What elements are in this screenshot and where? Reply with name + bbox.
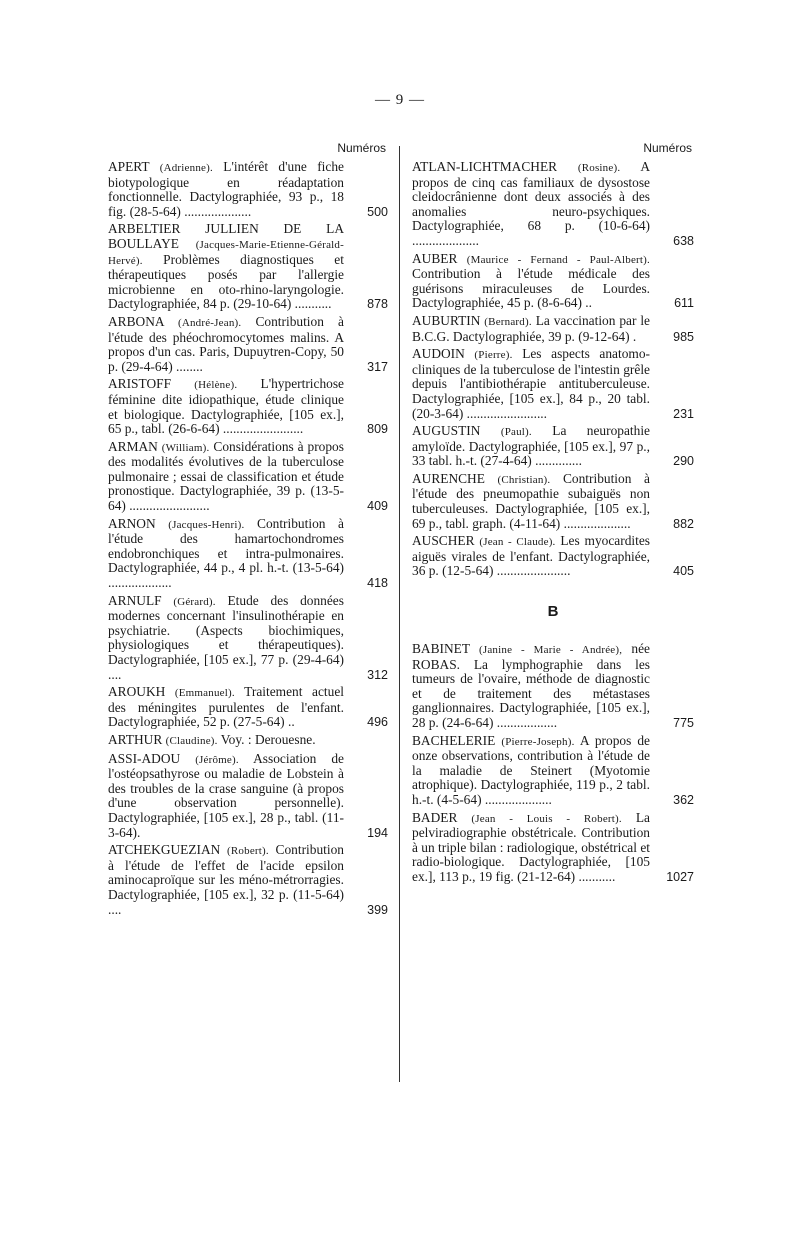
thesis-description: Contribution à l'étude des pneumopathie subaiguës non tuberculeuses. Dactylographiée, [105 ex.], 69 p., tabl. graph. (4-11-64) ....................: [412, 470, 650, 531]
entry-text: [108, 517, 354, 591]
index-entry: [108, 594, 388, 683]
entry-text: [412, 347, 660, 421]
author-given-names: (Jacques-Henri).: [168, 518, 245, 531]
index-entry: [412, 252, 694, 311]
thesis-description: Problèmes diagnostiques et thérapeutiques posés par l'allergie microbienne en oto-rhino-laryngologie. Dactylographiée, 84 p. (29-10-64) ...........: [108, 251, 344, 312]
thesis-description: Contribution à l'étude de l'effet de l'acide epsilon aminocaproïque sur les méno-métrorragies. Dactylographiée, [105 ex.], 32 p. (11-5-64) ....: [108, 842, 344, 917]
author-surname: ATLAN-LICHTMACHER: [412, 159, 558, 174]
thesis-description: née ROBAS. La lymphographie dans les tumeurs de l'ovaire, méthode de diagnostic et de traitement des métastases ganglionnaires. Dactylographiée, [105 ex.], 28 p. (24-6-64) ..................: [412, 641, 650, 730]
entry-text: [108, 160, 354, 219]
index-entry: [412, 160, 694, 249]
entry-text: [412, 424, 660, 469]
author-given-names: (Pierre).: [474, 349, 513, 362]
index-entry: [108, 685, 388, 730]
column-divider: [399, 146, 400, 1082]
author-given-names: (Bernard).: [484, 315, 532, 328]
author-surname: AROUKH: [108, 684, 166, 700]
author-given-names: (Adrienne).: [159, 162, 213, 174]
entry-text: [108, 440, 354, 514]
thesis-description: Etude des données modernes concernant l'insulinothérapie en psychiatrie. (Aspects biochimiques, physiologiques et thérapeutiques). Dactylographiée, [105 ex.], 77 p. (29-4-64) ....: [108, 592, 344, 682]
thesis-description: La vaccination par le B.C.G. Dactylographiée, 39 p. (9-12-64) .: [412, 312, 650, 344]
thesis-description: Contribution à l'étude médicale des guérisons miraculeuses de Lourdes. Dactylographiée, 45 p. (8-6-64) ..: [412, 266, 650, 311]
thesis-number: 985: [673, 329, 694, 344]
entry-text: [412, 811, 660, 885]
thesis-number: 194: [367, 825, 388, 840]
author-surname: AUDOIN: [412, 346, 465, 362]
thesis-number: 1027: [666, 869, 694, 884]
index-entry: [412, 811, 694, 885]
entry-text: [412, 534, 660, 579]
thesis-number: 405: [673, 564, 694, 579]
thesis-description: Contribution à l'étude des hamartochondromes endobronchiques et intra-pulmonaires. Dactylographiée, 44 p., 4 pl. h.-t. (13-5-64) ...................: [108, 515, 344, 591]
right-column: [412, 140, 694, 888]
entry-text: [108, 222, 354, 312]
author-surname: ASSI-ADOU: [108, 750, 181, 766]
index-entry: [108, 377, 388, 436]
author-surname: APERT: [108, 159, 150, 174]
author-given-names: (Emmanuel).: [174, 687, 235, 700]
thesis-number: 611: [674, 296, 694, 311]
author-given-names: (Pierre-Joseph).: [501, 735, 575, 748]
entry-text: [412, 642, 660, 731]
index-entry: [412, 314, 694, 344]
author-surname: ARBELTIER JULLIEN DE LA BOULLAYE: [108, 221, 344, 251]
thesis-description: Considérations à propos des modalités évolutives de la tuberculose pulmonaire ; essai de classification et étude pronostique. Dactylographiée, 39 p. (13-5-64) ........................: [108, 438, 344, 514]
section-letter: B: [547, 603, 559, 621]
author-surname: ARBONA: [108, 313, 164, 329]
author-surname: ATCHEKGUEZIAN: [108, 842, 221, 858]
thesis-number: 399: [367, 902, 388, 917]
entry-text: [412, 472, 660, 531]
thesis-description: La neuropathie amyloïde. Dactylographiée, [105 ex.], 97 p., 33 tabl. h.-t. (27-4-64) ..............: [412, 423, 650, 469]
thesis-number: 231: [673, 406, 694, 421]
author-given-names: (Janine - Marie - Andrée),: [479, 644, 623, 657]
index-entry: [412, 734, 694, 808]
author-surname: ARNON: [108, 515, 156, 531]
thesis-number: 362: [673, 792, 694, 807]
index-entry: [412, 642, 694, 731]
entry-list: [108, 160, 388, 917]
thesis-description: Les aspects anatomo-cliniques de la tuberculose de l'intestin grêle depuis l'antibiothérapie antituberculeuse. Dactylographiée, [105 ex.], 84 p., 20 tabl. (20-3-64) ........................: [412, 346, 650, 421]
entry-text: [108, 733, 354, 749]
author-surname: BACHELERIE: [412, 732, 496, 748]
thesis-number: 418: [367, 576, 388, 591]
index-entry: [412, 424, 694, 469]
thesis-number: 496: [367, 715, 388, 730]
author-surname: AUGUSTIN: [412, 423, 481, 439]
thesis-number: 878: [367, 297, 388, 312]
thesis-description: L'intérêt d'une fiche biotypologique en réadaptation fonctionnelle. Dactylographiée, 93 p., 18 fig. (28-5-64) ....................: [108, 159, 344, 219]
author-surname: ARTHUR: [108, 731, 163, 747]
thesis-number: 290: [673, 454, 694, 469]
index-entry: [108, 440, 388, 514]
author-given-names: (Hélène).: [194, 379, 238, 392]
author-given-names: (Paul).: [500, 426, 532, 439]
entry-text: [412, 314, 660, 344]
thesis-description: A propos de onze observations, contribution à l'étude de la maladie de Steinert (Myotomie atrophique). Dactylographiée, 119 p., 2 tabl. h.-t. (4-5-64) ....................: [412, 732, 650, 807]
entry-text: [108, 594, 354, 683]
author-surname: BADER: [412, 809, 458, 825]
index-entry: [412, 472, 694, 531]
author-surname: AUBER: [412, 250, 458, 266]
entry-text: [412, 252, 660, 311]
thesis-number: 312: [367, 667, 388, 682]
index-entry: [108, 517, 388, 591]
thesis-number: 638: [673, 233, 694, 248]
index-entry: [108, 160, 388, 219]
author-given-names: (William).: [161, 441, 210, 454]
author-given-names: (André-Jean).: [177, 316, 242, 329]
author-given-names: (Jean - Claude).: [479, 536, 556, 549]
index-entry: [108, 752, 388, 841]
thesis-number: 409: [367, 499, 388, 514]
left-column: [108, 140, 388, 920]
author-given-names: (Christian).: [497, 473, 551, 486]
author-given-names: (Rosine).: [577, 162, 621, 174]
column-header-numeros: Numéros: [643, 141, 692, 155]
author-surname: AURENCHE: [412, 470, 485, 486]
author-given-names: (Gérard).: [173, 595, 216, 608]
thesis-number: 500: [367, 204, 388, 219]
index-entry: [412, 534, 694, 579]
author-given-names: (Robert).: [227, 845, 269, 858]
column-header-numeros: Numéros: [337, 141, 386, 155]
thesis-description: Les myocardites aiguës virales de l'enfant. Dactylographiée, 36 p. (12-5-64) ......................: [412, 533, 650, 579]
page-number: — 9 —: [375, 92, 425, 108]
thesis-description: A propos de cinq cas familiaux de dysostose cleidocrânienne dont deux associés à des anomalies neuro-psychiques. Dactylographiée, 68 p. (10-6-64) ....................: [412, 159, 650, 248]
author-given-names: (Claudine).: [165, 734, 218, 747]
author-given-names: (Jérôme).: [195, 753, 239, 766]
author-surname: ARNULF: [108, 592, 162, 608]
entry-text: [108, 752, 354, 841]
entry-text: [108, 843, 354, 917]
entry-list: [412, 642, 694, 885]
entry-text: [108, 315, 354, 374]
author-surname: ARISTOFF: [108, 376, 172, 392]
author-surname: AUSCHER: [412, 533, 475, 549]
thesis-description: Voy. : Derouesne.: [220, 731, 316, 747]
thesis-description: Association de l'ostéopsathyrose ou maladie de Lobstein à des troubles de la crase sanguine (à propos d'une observation personnelle). Dactylographiée, [105 ex.], 28 p., tabl. (11-3-64).: [108, 750, 344, 840]
entry-text: [108, 685, 354, 730]
thesis-number: 809: [367, 422, 388, 437]
entry-list: [412, 160, 694, 579]
author-surname: AUBURTIN: [412, 312, 481, 328]
author-given-names: (Jacques-Marie-Etienne-Gérald-Hervé).: [108, 238, 344, 267]
author-surname: ARMAN: [108, 438, 158, 454]
thesis-number: 317: [367, 359, 388, 374]
thesis-number: 882: [673, 516, 694, 531]
index-entry: [412, 347, 694, 421]
author-given-names: (Maurice - Fernand - Paul-Albert).: [466, 253, 650, 266]
thesis-description: La pelviradiographie obstétricale. Contribution à un triple bilan : radiologique, obstétrical et radio-biologique. Dactylographiée, [105 ex.], 113 p., 19 fig. (21-12-64) ...........: [412, 809, 650, 884]
thesis-number: 775: [673, 716, 694, 730]
thesis-description: Contribution à l'étude des phéochromocytomes malins. A propos d'un cas. Paris, Dupuytren-Copy, 50 p. (29-4-64) ........: [108, 313, 344, 374]
entry-text: [412, 734, 660, 808]
entry-text: [108, 377, 354, 436]
author-surname: BABINET: [412, 641, 470, 657]
index-entry: [108, 843, 388, 917]
author-given-names: (Jean - Louis - Robert).: [471, 812, 622, 825]
index-entry: [108, 222, 388, 312]
entry-text: [412, 160, 660, 249]
thesis-description: Traitement actuel des méningites purulentes de l'enfant. Dactylographiée, 52 p. (27-5-64) ..: [108, 684, 344, 730]
thesis-description: L'hypertrichose féminine dite idiopathique, étude clinique et biologique. Dactylographiée, [105 ex.], 65 p., tabl. (26-6-64) ........................: [108, 376, 344, 437]
index-entry: [108, 733, 388, 749]
index-entry: [108, 315, 388, 374]
